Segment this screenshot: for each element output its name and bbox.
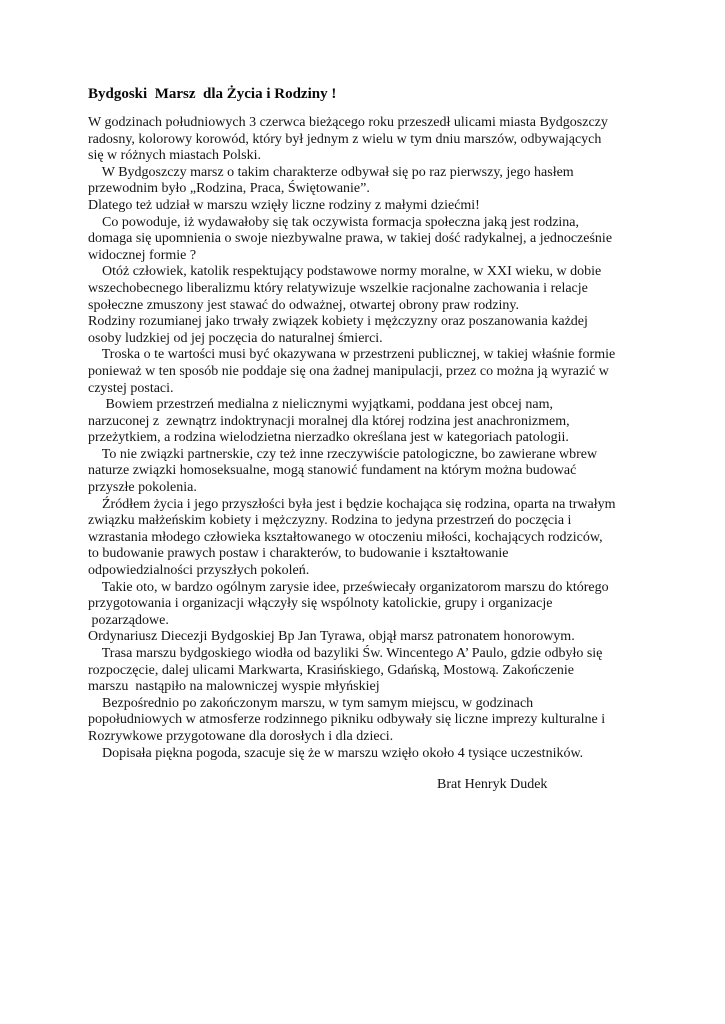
text-line: Takie oto, w bardzo ogólnym zarysie idee, przeświecały organizatorom marszu do którego [88, 579, 609, 595]
text-line: Bezpośrednio po zakończonym marszu, w tym samym miejscu, w godzinach [88, 695, 534, 711]
text-line: Dlatego też udział w marszu wzięły liczne rodziny z małymi dziećmi! [88, 197, 480, 213]
text-line: Ordynariusz Diecezji Bydgoskiej Bp Jan Tyrawa, objął marsz patronatem honorowym. [88, 629, 575, 645]
text-line: przygotowania i organizacji włączyły się wspólnoty katolickie, grupy i organizacje [88, 596, 553, 612]
text-line: Rozrywkowe przygotowane dla dorosłych i dla dzieci. [88, 728, 394, 744]
text-line: Źródłem życia i jego przyszłości była jest i będzie kochająca się rodzina, oparta na trwałym [88, 496, 616, 512]
text-line: się w różnych miastach Polski. [88, 148, 262, 164]
text-line: osoby ludzkiej od jej poczęcia do naturalnej śmierci. [88, 330, 383, 346]
text-line: popołudniowych w atmosferze rodzinnego pikniku odbywały się liczne imprezy kulturalne i [88, 712, 606, 728]
text-line: W Bydgoszczy marsz o takim charakterze odbywał się po raz pierwszy, jego hasłem [88, 164, 574, 180]
text-line: radosny, kolorowy korowód, który był jednym z wielu w tym dniu marszów, odbywających [88, 131, 602, 147]
text-line: Dopisała piękna pogoda, szacuje się że w marszu wzięło około 4 tysiące uczestników. [88, 745, 584, 761]
text-line: Otóż człowiek, katolik respektujący podstawowe normy moralne, w XXI wieku, w dobie [88, 264, 602, 280]
text-line: Co powoduje, iż wydawałoby się tak oczywista formacja społeczna jaką jest rodzina, [88, 214, 580, 230]
text-line: przyszłe pokolenia. [88, 480, 197, 496]
document-title: Bydgoski Marsz dla Życia i Rodziny ! [88, 86, 337, 102]
text-line: społeczne zmuszony jest stawać do odważnej, otwartej obrony praw rodziny. [88, 297, 520, 313]
text-line: przeżytkiem, a rodzina wielodzietna nierzadko określana jest w kategoriach patologii. [88, 430, 569, 446]
text-line: naturze związki homoseksualne, mogą stanowić fundament na którym można budować [88, 463, 577, 479]
document-body [88, 115, 648, 762]
text-line: domaga się upomnienia o swoje niezbywalne prawa, w takiej dość radykalnej, a jednocześnie [88, 231, 613, 247]
text-line: pozarządowe. [88, 612, 169, 628]
text-line: widocznej formie ? [88, 247, 197, 263]
text-line: czystej postaci. [88, 380, 174, 396]
text-line: wszechobecnego liberalizmu który relatywizuje wszelkie racjonalne zachowania i relacje [88, 280, 588, 296]
text-line: ponieważ w ten sposób nie poddaje się ona żadnej manipulacji, przez co można ją wyrazić w [88, 363, 609, 379]
text-line: Bowiem przestrzeń medialna z nielicznymi wyjątkami, poddana jest obcej nam, [88, 397, 553, 413]
text-line: Rodziny rozumianej jako trwały związek kobiety i mężczyzny oraz poszanowania każdej [88, 314, 588, 330]
text-line: rozpoczęcie, dalej ulicami Markwarta, Krasińskiego, Gdańską, Mostową. Zakończenie [88, 662, 574, 678]
text-line: przewodnim było „Rodzina, Praca, Świętowanie”. [88, 181, 370, 197]
text-line: To nie związki partnerskie, czy też inne rzeczywiście patologiczne, bo zawierane wbrew [88, 446, 598, 462]
signature: Brat Henryk Dudek [437, 777, 548, 793]
text-line: Troska o te wartości musi być okazywana w przestrzeni publicznej, w takiej właśnie formie [88, 347, 616, 363]
text-line: marszu nastąpiło na malowniczej wyspie młyńskiej [88, 679, 380, 695]
text-line: to budowanie prawych postaw i charakterów, to budowanie i kształtowanie [88, 546, 509, 562]
text-line: narzuconej z zewnątrz indoktrynacji moralnej dla której rodzina jest anachronizmem, [88, 413, 570, 429]
text-line: związku małżeńskim kobiety i mężczyzny. Rodzina to jedyna przestrzeń do poczęcia i [88, 513, 572, 529]
text-line: Trasa marszu bydgoskiego wiodła od bazyliki Św. Wincentego A’ Paulo, gdzie odbyło się [88, 646, 603, 661]
text-line: wzrastania młodego człowieka kształtowanego w otoczeniu miłości, kochających rodziców, [88, 529, 603, 545]
text-line: W godzinach południowych 3 czerwca bieżącego roku przeszedł ulicami miasta Bydgoszczy [88, 115, 608, 130]
text-line: odpowiedzialności przyszłych pokoleń. [88, 563, 310, 579]
